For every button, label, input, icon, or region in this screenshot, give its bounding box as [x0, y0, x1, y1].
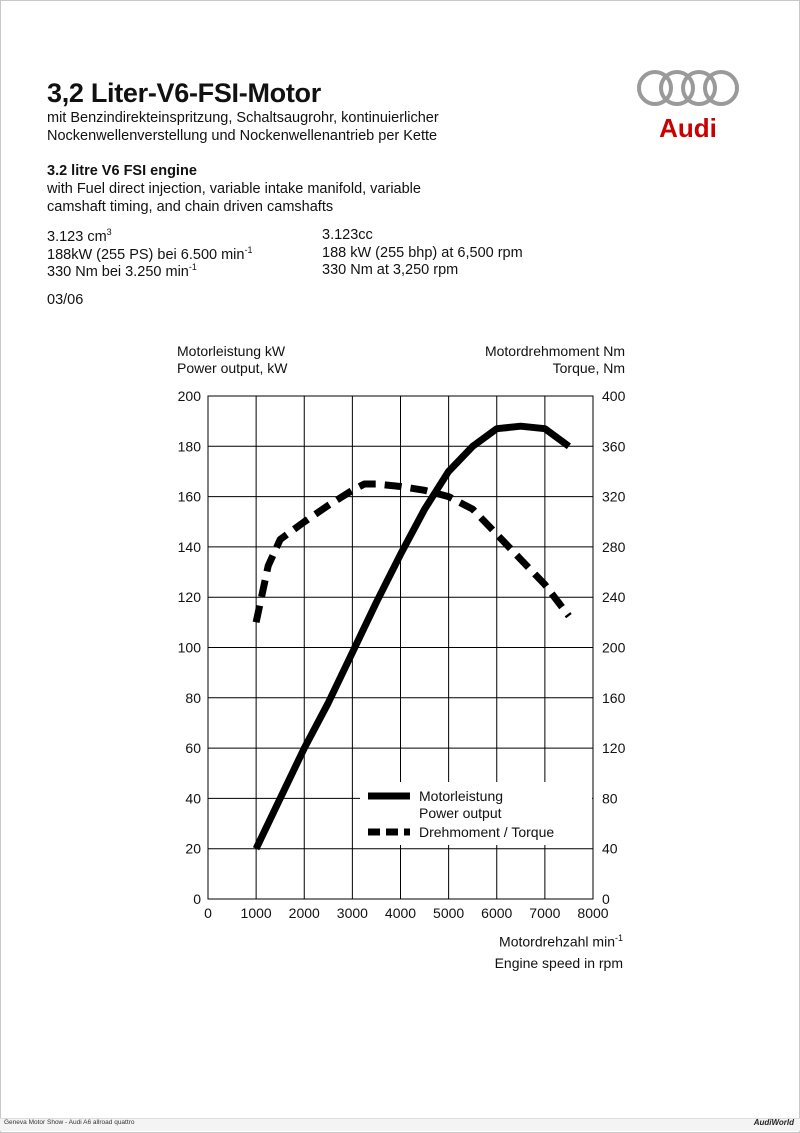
x-tick-label: 0 — [204, 905, 212, 921]
y-left-tick-label: 200 — [177, 388, 201, 404]
legend-label-power: Motorleistung — [419, 788, 504, 804]
date-code: 03/06 — [47, 292, 84, 308]
spec-de-power-value: 188kW (255 PS) bei 6.500 min — [47, 246, 245, 263]
y-right-tick-label: 80 — [602, 790, 618, 807]
x-tick-label: 5000 — [433, 905, 465, 921]
y-left-tick-label: 120 — [177, 589, 201, 606]
x-tick-label: 7000 — [529, 905, 561, 921]
spec-en-torque: 330 Nm at 3,250 rpm — [322, 262, 459, 278]
spec-de-torque-sup: -1 — [188, 262, 197, 272]
x-tick-label: 2000 — [288, 905, 320, 921]
y-left-tick-label: 180 — [177, 438, 201, 455]
subtitle-de-line-2: Nockenwellenverstellung und Nockenwellenantrieb per Kette — [47, 128, 438, 144]
legend-label-torque: Drehmoment / Torque — [419, 824, 555, 840]
spec-en-displacement: 3.123cc — [322, 227, 373, 243]
title-en: 3.2 litre V6 FSI engine — [47, 163, 197, 179]
y-right-tick-label: 240 — [602, 589, 626, 606]
y-left-tick-label: 40 — [185, 790, 201, 807]
spec-de-displacement-sup: 3 — [106, 227, 112, 237]
y-right-tick-label: 0 — [602, 891, 610, 907]
y-left-tick-label: 140 — [177, 538, 201, 555]
x-tick-label: 6000 — [481, 905, 513, 921]
left-axis-label-1: Motorleistung kW — [177, 343, 286, 359]
subtitle-en-line-1: with Fuel direct injection, variable intake manifold, variable — [47, 181, 421, 197]
footer-caption: Geneva Motor Show - Audi A6 allroad quattro — [4, 1119, 135, 1126]
y-right-tick-label: 160 — [602, 689, 626, 706]
y-left-tick-label: 80 — [185, 689, 201, 706]
x-axis-label-1-sup: -1 — [614, 933, 623, 943]
left-axis-label-2: Power output, kW — [177, 360, 288, 376]
y-right-tick-label: 320 — [602, 488, 626, 505]
y-right-tick-label: 280 — [602, 538, 626, 555]
footer-brand: AudiWorld — [753, 1118, 794, 1127]
x-axis-label-2: Engine speed in rpm — [494, 955, 623, 971]
x-tick-label: 3000 — [336, 905, 368, 921]
spec-de-power-sup: -1 — [244, 245, 253, 255]
spec-de-torque-value: 330 Nm bei 3.250 min — [47, 263, 189, 280]
legend-label-power-en: Power output — [419, 805, 502, 821]
subtitle-en-line-2: camshaft timing, and chain driven camshafts — [47, 199, 334, 215]
subtitle-de-line-1: mit Benzindirekteinspritzung, Schaltsaugrohr, kontinuierlicher — [47, 110, 439, 126]
y-right-tick-label: 400 — [602, 388, 626, 404]
y-left-tick-label: 160 — [177, 488, 201, 505]
torque-series-line — [256, 484, 569, 622]
x-tick-label: 8000 — [577, 905, 609, 921]
y-left-tick-label: 0 — [193, 891, 201, 907]
y-right-tick-label: 200 — [602, 639, 626, 656]
page-title: 3,2 Liter-V6-FSI-Motor — [47, 78, 321, 108]
x-tick-label: 4000 — [384, 905, 417, 921]
footer-bar — [0, 1118, 800, 1131]
y-left-tick-label: 100 — [177, 639, 201, 656]
y-left-tick-label: 20 — [185, 840, 201, 857]
y-right-tick-label: 360 — [602, 438, 626, 455]
x-tick-label: 1000 — [240, 905, 272, 921]
y-left-tick-label: 60 — [185, 740, 201, 757]
right-axis-label-1: Motordrehmoment Nm — [484, 343, 625, 359]
x-axis-label-1-text: Motordrehzahl min — [499, 933, 615, 950]
spec-de-displacement-value: 3.123 cm — [47, 228, 107, 245]
right-axis-label-2: Torque, Nm — [552, 360, 625, 376]
y-right-tick-label: 120 — [602, 740, 626, 757]
spec-en-power: 188 kW (255 bhp) at 6,500 rpm — [322, 245, 523, 261]
y-right-tick-label: 40 — [602, 840, 618, 857]
audi-wordmark: Audi — [659, 113, 717, 143]
